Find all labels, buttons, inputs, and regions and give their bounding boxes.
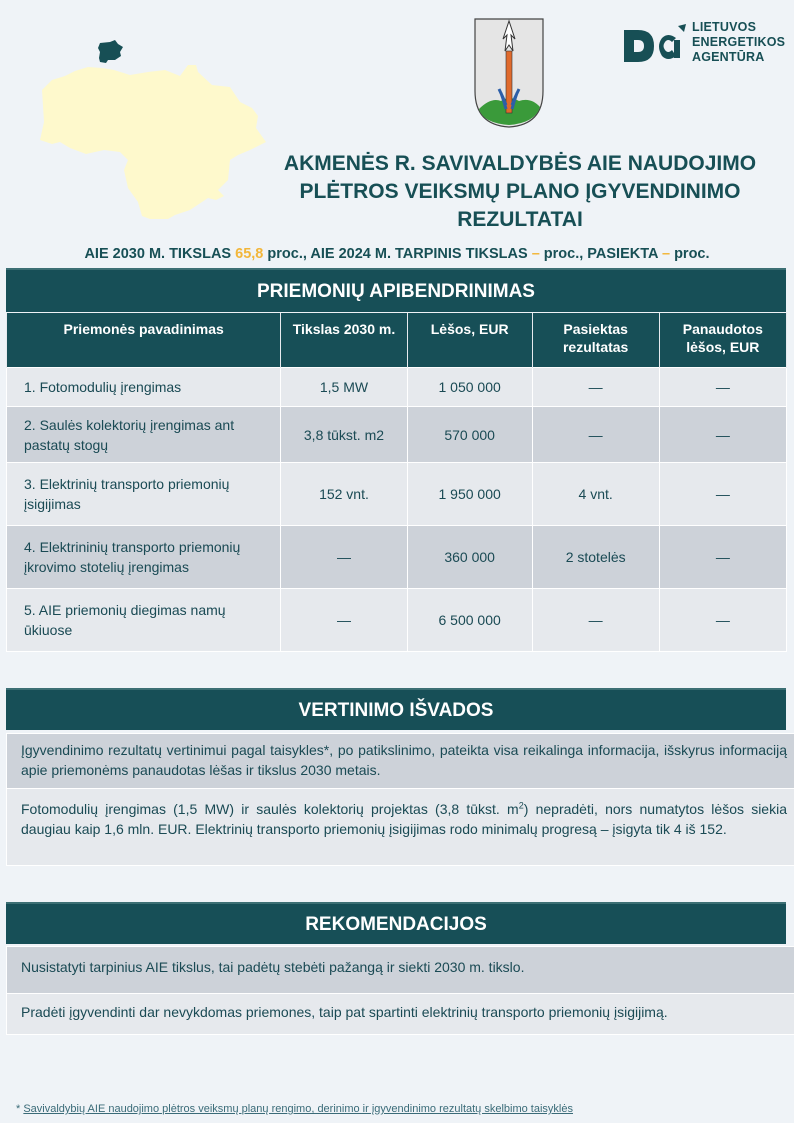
cell-name: 3. Elektrinių transporto priemonių įsigijimas [7,463,281,526]
cell-used: — [659,463,786,526]
rules-link[interactable]: Savivaldybių AIE naudojimo plėtros veiksmų planų rengimo, derinimo ir įgyvendinimo rezultatų skelbimo taisyklės [23,1103,573,1115]
cell-funds: 6 500 000 [407,589,532,652]
column-header-target: Tikslas 2030 m. [281,313,407,368]
page-title [270,150,770,234]
column-header-used-funds: Panaudotos lėšos, EUR [659,313,786,368]
footnote-marker: * [16,1103,21,1115]
lea-logo-icon [622,22,686,64]
cell-achieved: — [532,589,659,652]
summary-heading: PRIEMONIŲ APIBENDRINIMAS [6,268,786,312]
lithuania-map-icon [30,30,275,220]
cell-achieved: 2 stotelės [532,526,659,589]
conclusion-text: Fotomodulių įrengimas (1,5 MW) ir saulės kolektorių projektas (3,8 tūkst. m [21,801,519,817]
cell-funds: 570 000 [407,407,532,463]
column-header-name: Priemonės pavadinimas [7,313,281,368]
cell-name: 1. Fotomodulių įrengimas [7,368,281,407]
column-header-funds: Lėšos, EUR [407,313,532,368]
achieved-value: – [661,246,671,262]
recommendations-heading: REKOMENDACIJOS [6,902,786,944]
conclusion-paragraph [6,788,794,866]
table-row [7,407,787,463]
achieved-unit: proc. [674,246,710,262]
cell-target: 3,8 tūkst. m2 [281,407,407,463]
cell-name: 2. Saulės kolektorių įrengimas ant pastatų stogų [7,407,281,463]
cell-funds: 1 050 000 [407,368,532,407]
cell-funds: 1 950 000 [407,463,532,526]
coat-of-arms-icon [473,17,545,129]
table-header-row [7,313,787,368]
achieved-label: proc., PASIEKTA [543,246,658,262]
superscript: 2 [518,800,524,811]
cell-achieved: — [532,368,659,407]
title-line: REZULTATAI [457,208,583,231]
footnote [16,1103,573,1115]
table-row [7,526,787,589]
measures-table [6,313,787,652]
cell-target: — [281,526,407,589]
cell-target: 152 vnt. [281,463,407,526]
lea-logo-text [692,20,785,65]
cell-target: 1,5 MW [281,368,407,407]
logo-line: AGENTŪRA [692,50,765,64]
targets-summary [0,246,794,262]
conclusion-text: ) nepradėti, nors numatytos lėšos siekia daugiau kaip 1,6 mln. EUR. Elektrinių transporto priemonių įsigijimas rodo minimalų progresą – įsigyta tik 4 iš 152. [21,801,787,837]
title-line: AKMENĖS R. SAVIVALDYBĖS AIE NAUDOJIMO [283,152,757,175]
logo-line: ENERGETIKOS [692,35,786,49]
recommendation-item: Nusistatyti tarpinius AIE tikslus, tai padėtų stebėti pažangą ir siekti 2030 m. tikslo. [6,946,794,998]
cell-achieved: 4 vnt. [532,463,659,526]
table-row [7,589,787,652]
recommendation-item: Pradėti įgyvendinti dar nevykdomas priemones, taip pat spartinti elektrinių transporto priemonių įsigijimą. [6,993,794,1035]
target-2030-label: AIE 2030 M. TIKSLAS [84,246,232,262]
conclusion-paragraph: Įgyvendinimo rezultatų vertinimui pagal taisykles*, po patikslinimo, pateikta visa reikalinga informacija, išskyrus informaciją apie priemonėms panaudotas lėšas ir tikslus 2030 metais. [6,733,794,790]
lea-logo [622,20,794,66]
target-2024-value: – [531,246,540,262]
cell-used: — [659,368,786,407]
cell-used: — [659,589,786,652]
table-row [7,368,787,407]
cell-name: 4. Elektrininių transporto priemonių įkrovimo stotelių įrengimas [7,526,281,589]
conclusions-heading: VERTINIMO IŠVADOS [6,688,786,730]
cell-funds: 360 000 [407,526,532,589]
target-2030-value: 65,8 [235,246,264,262]
logo-line: LIETUVOS [692,20,757,34]
cell-target: — [281,589,407,652]
cell-name: 5. AIE priemonių diegimas namų ūkiuose [7,589,281,652]
column-header-achieved: Pasiektas rezultatas [532,313,659,368]
cell-used: — [659,407,786,463]
cell-achieved: — [532,407,659,463]
target-2024-label: proc., AIE 2024 M. TARPINIS TIKSLAS [267,246,528,262]
cell-used: — [659,526,786,589]
map-country-shape [40,65,266,219]
title-line: PLĖTROS VEIKSMŲ PLANO ĮGYVENDINIMO [299,180,741,203]
akmene-district-highlight [98,40,123,63]
table-row [7,463,787,526]
